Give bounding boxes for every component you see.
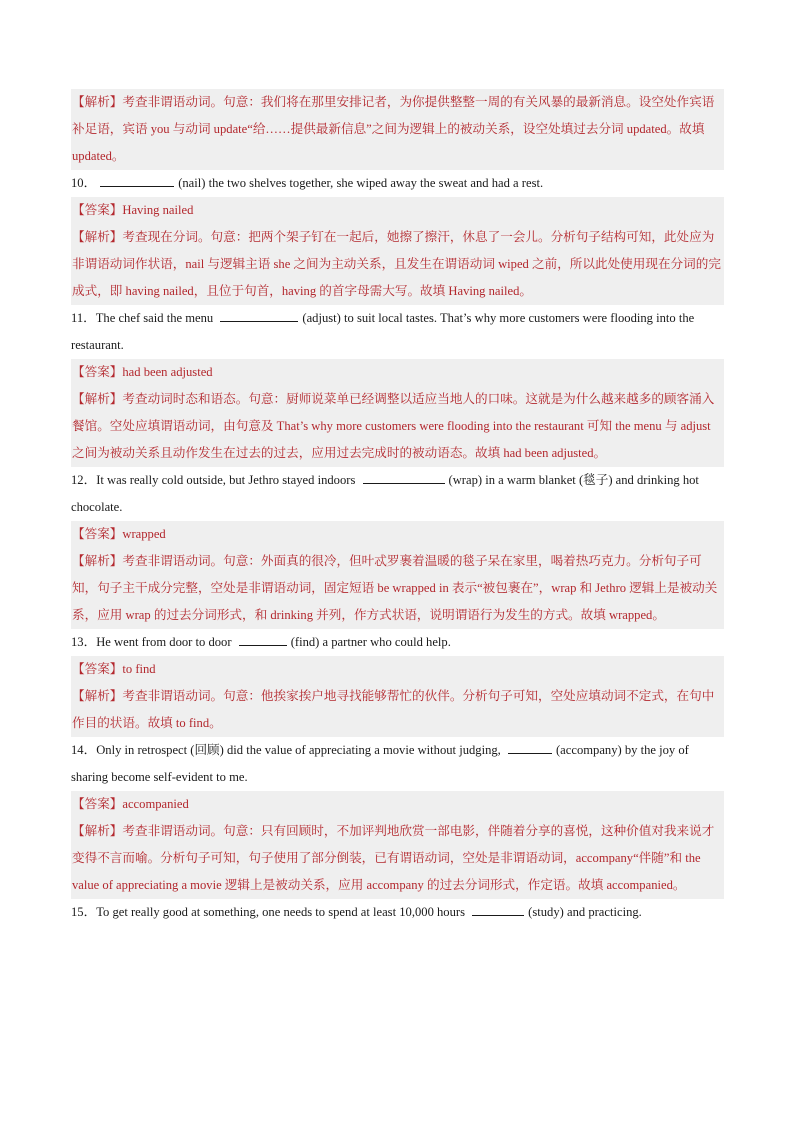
question-item [71,467,724,521]
answer-block [71,656,724,683]
question-item [71,629,724,656]
analysis-tag: 【解析】 [72,392,123,406]
question-item [71,305,724,359]
answer-text: Having nailed [122,203,194,217]
question-text-before: He went from door to door [96,635,235,649]
analysis-text: 考查非谓语动词。句意：我们将在那里安排记者，为你提供整整一周的有关风暴的最新消息。设空处作宾语补足语，宾语 you 与动词 update“给……提供最新信息”之间为逻辑上的被动关系，设空处填过去分词 updated。故填 updated。 [72,95,715,163]
question-text-after: (nail) the two shelves together, she wiped away the sweat and had a rest. [178,176,544,190]
answer-blank [220,308,298,322]
answer-tag: 【答案】 [72,203,123,217]
question-number: 11． [71,311,96,325]
analysis-block [71,548,724,629]
answer-block [71,359,724,386]
answer-block [71,197,724,224]
analysis-block [71,224,724,305]
question-text-before: Only in retrospect (回顾) did the value of appreciating a movie without judging, [96,743,504,757]
question-item [71,899,724,926]
analysis-text: 考查现在分词。句意：把两个架子钉在一起后，她擦了擦汗，休息了一会儿。分析句子结构可知，此处应为非谓语动词作状语，nail 与逻辑主语 she 之间为主动关系，且发生在谓语动词 wiped 之前，所以此处使用现在分词的完成式，即 having nailed，且位于句首，having 的首字母需大写。故填 Having nailed。 [72,230,721,298]
answer-blank [100,173,174,187]
analysis-text: 考查非谓语动词。句意：只有回顾时，不加评判地欣赏一部电影，伴随着分享的喜悦，这种价值对我来说才变得不言而喻。分析句子可知，句子使用了部分倒装，已有谓语动词，空处是非谓语动词，accompany“伴随”和 the value of appreciating a movie 逻辑上是被动关系，应用 accompany 的过去分词形式，作定语。故填 accompanied。 [72,824,715,892]
analysis-tag: 【解析】 [72,230,123,244]
answer-text: to find [122,662,156,676]
analysis-tag: 【解析】 [72,554,123,568]
answer-tag: 【答案】 [72,365,123,379]
answer-tag: 【答案】 [72,797,123,811]
answer-block [71,521,724,548]
question-text-before: To get really good at something, one needs to spend at least 10,000 hours [96,905,469,919]
answer-blank [239,632,287,646]
analysis-block [71,818,724,899]
answer-text: accompanied [122,797,189,811]
answer-text: wrapped [122,527,166,541]
question-number: 15． [71,905,97,919]
question-list [71,89,724,926]
answer-tag: 【答案】 [72,527,123,541]
answer-blank [363,470,445,484]
question-text-after: (accompany) by the joy of sharing become self-evident to me. [71,743,693,784]
analysis-tag: 【解析】 [72,824,123,838]
analysis-block [71,683,724,737]
answer-block [71,791,724,818]
answer-blank [472,902,524,916]
question-number: 13． [71,635,97,649]
question-text-before: The chef said the menu [95,311,217,325]
analysis-text: 考查非谓语动词。句意：他挨家挨户地寻找能够帮忙的伙伴。分析句子可知，空处应填动词不定式，在句中作目的状语。故填 to find。 [72,689,715,730]
question-text-after: (find) a partner who could help. [290,635,451,649]
answer-blank [508,740,552,754]
question-item [71,737,724,791]
question-number: 10． [71,176,97,190]
question-text-before: It was really cold outside, but Jethro stayed indoors [96,473,359,487]
answer-text: had been adjusted [122,365,213,379]
analysis-text: 考查动词时态和语态。句意：厨师说菜单已经调整以适应当地人的口味。这就是为什么越来越多的顾客涌入餐馆。空处应填谓语动词，由句意及 That’s why more customers were flooding into the restaurant 可知 the menu 与 adjust 之间为被动关系且动作发生在过去的过去，应用过去完成时的被动语态。故填 had been adjusted。 [72,392,715,460]
analysis-tag: 【解析】 [72,689,123,703]
analysis-block [71,386,724,467]
analysis-text: 考查非谓语动词。句意：外面真的很冷，但叶忒罗裹着温暖的毯子呆在家里，喝着热巧克力。分析句子可知，句子主干成分完整，空处是非谓语动词，固定短语 be wrapped in 表示“被包裹在”，wrap 和 Jethro 逻辑上是被动关系，应用 wrap 的过去分词形式，和 drinking 并列，作方式状语，说明谓语行为发生的方式。故填 wrapped。 [72,554,718,622]
question-number: 14． [71,743,97,757]
question-text-after: (study) and practicing. [528,905,642,919]
question-item [71,170,724,197]
analysis-block [71,89,724,170]
question-text-after: (wrap) in a warm blanket (毯子) and drinking hot chocolate. [71,473,703,514]
answer-tag: 【答案】 [72,662,123,676]
question-number: 12． [71,473,97,487]
analysis-tag: 【解析】 [72,95,123,109]
question-text-after: (adjust) to suit local tastes. That’s why more customers were flooding into the restaurant. [71,311,698,352]
